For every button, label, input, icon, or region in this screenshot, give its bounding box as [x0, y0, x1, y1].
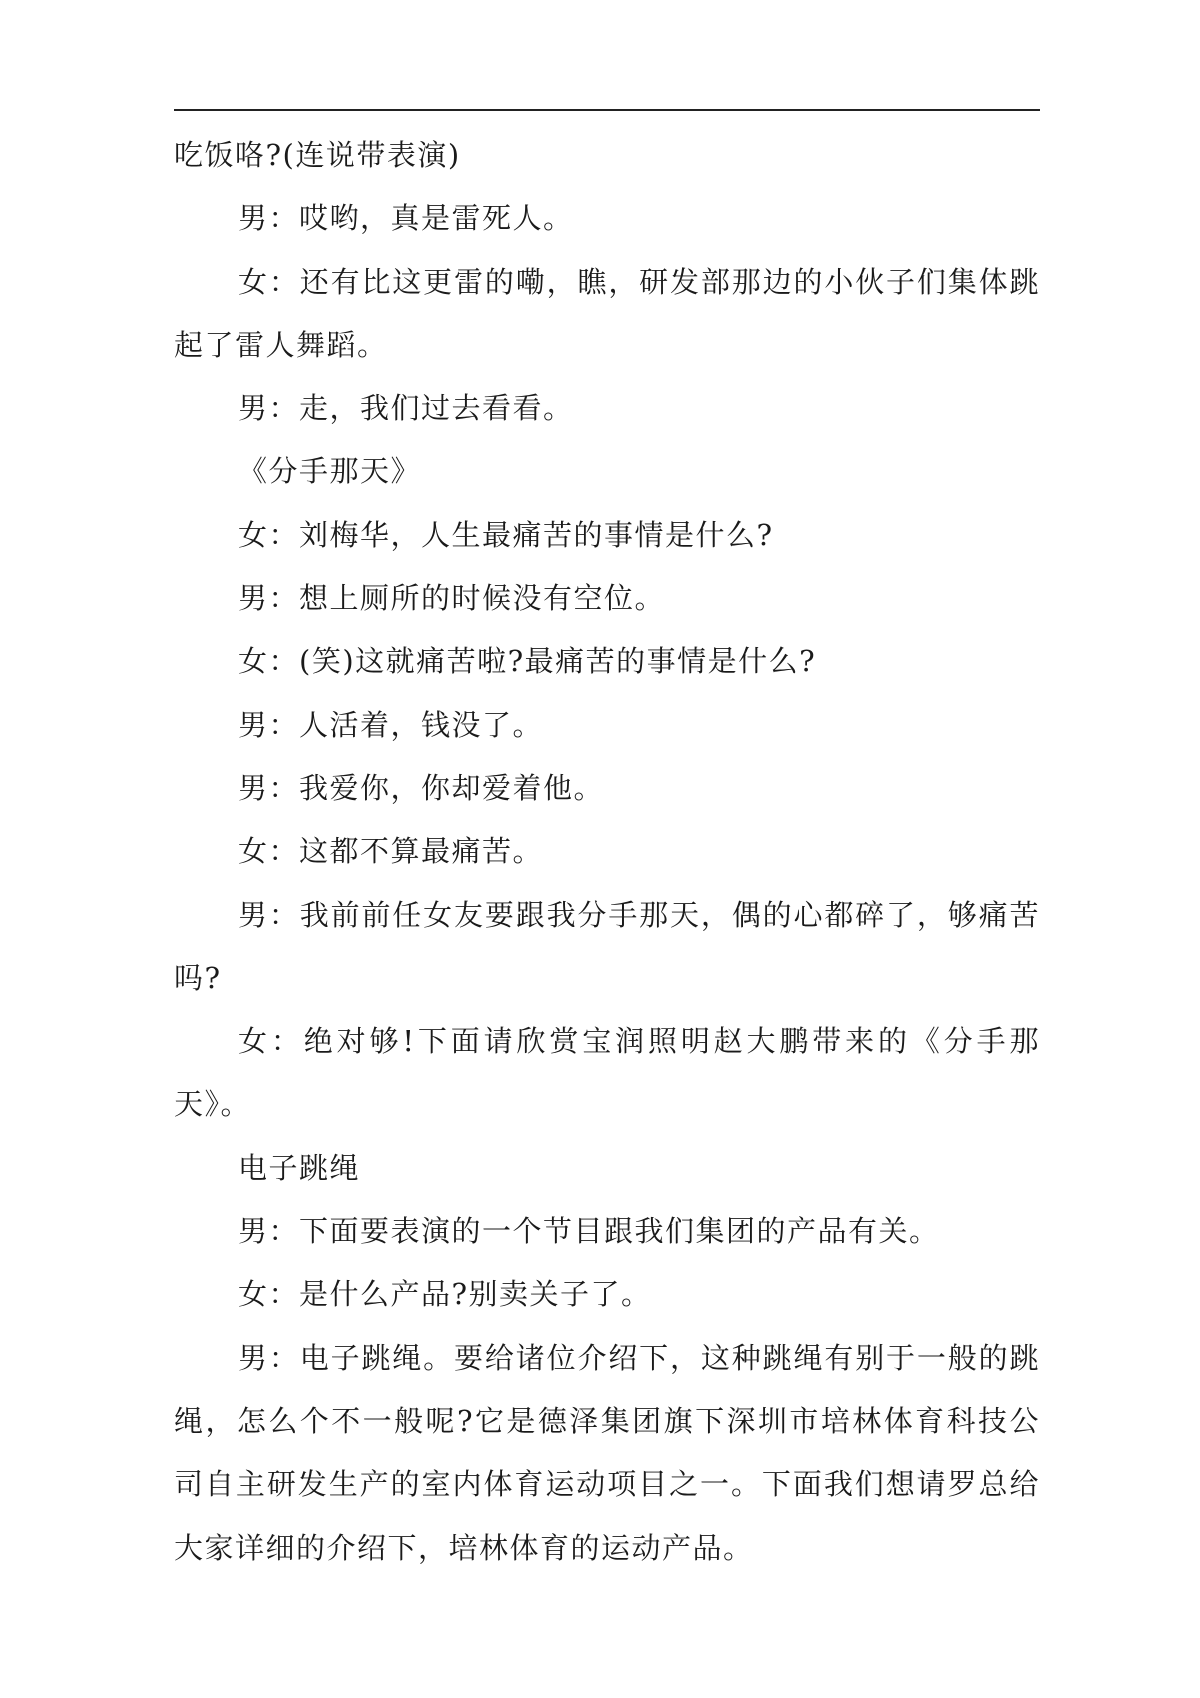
paragraph: 女：这都不算最痛苦。	[238, 834, 544, 869]
header-divider	[174, 109, 1040, 111]
section-title: 《分手那天》	[238, 454, 422, 489]
paragraph: 男：电子跳绳。要给诸位介绍下，这种跳绳有别于一般的跳绳，怎么个不一般呢?它是德泽集团旗下深圳市培林体育科技公司自主研发生产的室内体育运动项目之一。下面我们想请罗总给大家详细的介绍下，培林体育的运动产品。	[174, 1340, 1040, 1565]
paragraph: 男：走，我们过去看看。	[238, 391, 574, 426]
paragraph: 男：我前前任女友要跟我分手那天，偶的心都碎了，够痛苦吗?	[174, 897, 1040, 995]
paragraph: 男：想上厕所的时候没有空位。	[238, 581, 666, 616]
paragraph: 男：我爱你，你却爱着他。	[238, 770, 605, 805]
paragraph: 男：人活着，钱没了。	[238, 707, 544, 742]
paragraph: 男：下面要表演的一个节目跟我们集团的产品有关。	[238, 1214, 940, 1249]
paragraph: 女：(笑)这就痛苦啦?最痛苦的事情是什么?	[238, 644, 817, 679]
document-body	[174, 124, 1040, 1580]
paragraph: 男：哎哟，真是雷死人。	[238, 201, 574, 236]
section-title: 电子跳绳	[238, 1150, 361, 1185]
paragraph: 女：绝对够!下面请欣赏宝润照明赵大鹏带来的《分手那天》。	[174, 1024, 1040, 1122]
paragraph: 女：还有比这更雷的嘞，瞧，研发部那边的小伙子们集体跳起了雷人舞蹈。	[174, 264, 1040, 362]
paragraph: 女：是什么产品?别卖关子了。	[238, 1277, 652, 1312]
paragraph: 女：刘梅华，人生最痛苦的事情是什么?	[238, 517, 774, 552]
paragraph: 吃饭咯?(连说带表演)	[174, 138, 461, 172]
